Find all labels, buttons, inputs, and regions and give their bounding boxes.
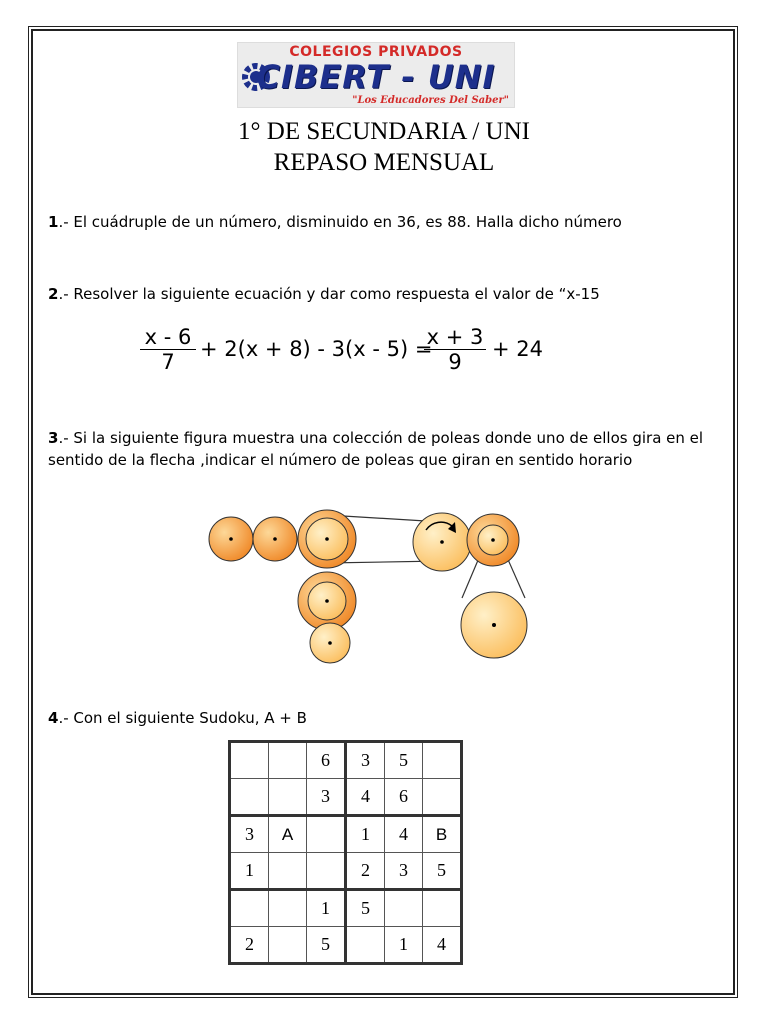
question-number: 1	[48, 213, 59, 231]
sudoku-cell: 5	[385, 742, 423, 779]
pulley-bottom	[310, 623, 350, 663]
pulley-large	[461, 592, 527, 658]
sudoku-cell: A	[269, 816, 307, 853]
page-title: 1° DE SECUNDARIA / UNI	[238, 118, 530, 145]
sudoku-cell	[423, 890, 462, 927]
sudoku-row	[230, 853, 462, 890]
sudoku-cell: 1	[230, 853, 269, 890]
sudoku-row	[230, 927, 462, 964]
sudoku-cell	[385, 890, 423, 927]
question-text: .- El cuádruple de un número, disminuido en 36, es 88. Halla dicho número	[58, 213, 622, 231]
sudoku-cell: 1	[385, 927, 423, 964]
sudoku-cell: 3	[385, 853, 423, 890]
equation-tail: + 24	[492, 337, 543, 361]
pulley-figure	[200, 500, 530, 668]
sudoku-grid	[228, 740, 463, 965]
fraction-right	[424, 325, 486, 374]
sudoku-cell	[307, 816, 346, 853]
sudoku-row	[230, 816, 462, 853]
sudoku-cell: 4	[346, 779, 385, 816]
sudoku-cell: 1	[346, 816, 385, 853]
fraction-denominator: 9	[448, 350, 462, 374]
logo-main-text: CIBERT - UNI	[256, 58, 496, 96]
sudoku-cell	[269, 890, 307, 927]
question-3	[48, 427, 728, 471]
sudoku-cell: 5	[307, 927, 346, 964]
sudoku-cell	[269, 779, 307, 816]
sudoku-cell: 3	[230, 816, 269, 853]
sudoku-cell: 3	[307, 779, 346, 816]
sudoku-cell	[346, 927, 385, 964]
sudoku-cell: 4	[423, 927, 462, 964]
fraction-denominator: 7	[161, 350, 175, 374]
sudoku-cell	[269, 853, 307, 890]
logo-top-text: COLEGIOS PRIVADOS	[289, 44, 463, 60]
school-logo	[237, 42, 515, 108]
sudoku-cell: 1	[307, 890, 346, 927]
question-number: 2	[48, 285, 59, 303]
sudoku-cell	[230, 742, 269, 779]
sudoku-cell	[423, 779, 462, 816]
pulley-compound-top	[298, 510, 356, 568]
sudoku-cell: 3	[346, 742, 385, 779]
fraction-numerator: x - 6	[140, 325, 196, 350]
sudoku-cell	[269, 927, 307, 964]
pulley-driver	[413, 513, 471, 571]
sudoku-cell: 5	[346, 890, 385, 927]
sudoku-cell: 4	[385, 816, 423, 853]
sudoku-cell: B	[423, 816, 462, 853]
sudoku-cell	[307, 853, 346, 890]
question-text: .- Con el siguiente Sudoku, A + B	[58, 709, 307, 727]
fraction-left	[140, 325, 196, 374]
question-text: .- Si la siguiente figura muestra una colección de poleas donde uno de ellos gira en el sentido de la flecha ,indicar el número de poleas que giran en sentido horario	[48, 429, 704, 469]
sudoku-row	[230, 779, 462, 816]
question-2	[48, 283, 600, 305]
question-number: 4	[48, 709, 59, 727]
pulley-small-2	[253, 517, 297, 561]
sudoku-cell	[423, 742, 462, 779]
sudoku-cell: 6	[307, 742, 346, 779]
sudoku-cell: 6	[385, 779, 423, 816]
sudoku-cell	[230, 890, 269, 927]
pulley-compound-right	[467, 514, 519, 566]
pulley-small-1	[209, 517, 253, 561]
sudoku-row	[230, 890, 462, 927]
pulley-compound-middle	[298, 572, 356, 630]
page-subtitle: REPASO MENSUAL	[273, 149, 495, 176]
equation-middle: + 2(x + 8) - 3(x - 5) =	[200, 337, 433, 361]
sudoku-cell	[269, 742, 307, 779]
sudoku-row	[230, 742, 462, 779]
question-text: .- Resolver la siguiente ecuación y dar como respuesta el valor de “x-15	[58, 285, 600, 303]
sudoku-cell	[230, 779, 269, 816]
logo-slogan: "Los Educadores Del Saber"	[352, 95, 509, 106]
question-1	[48, 211, 622, 233]
question-4	[48, 707, 307, 729]
sudoku-cell: 2	[230, 927, 269, 964]
question-number: 3	[48, 429, 59, 447]
sudoku-cell: 5	[423, 853, 462, 890]
sudoku-cell: 2	[346, 853, 385, 890]
fraction-numerator: x + 3	[424, 325, 486, 350]
